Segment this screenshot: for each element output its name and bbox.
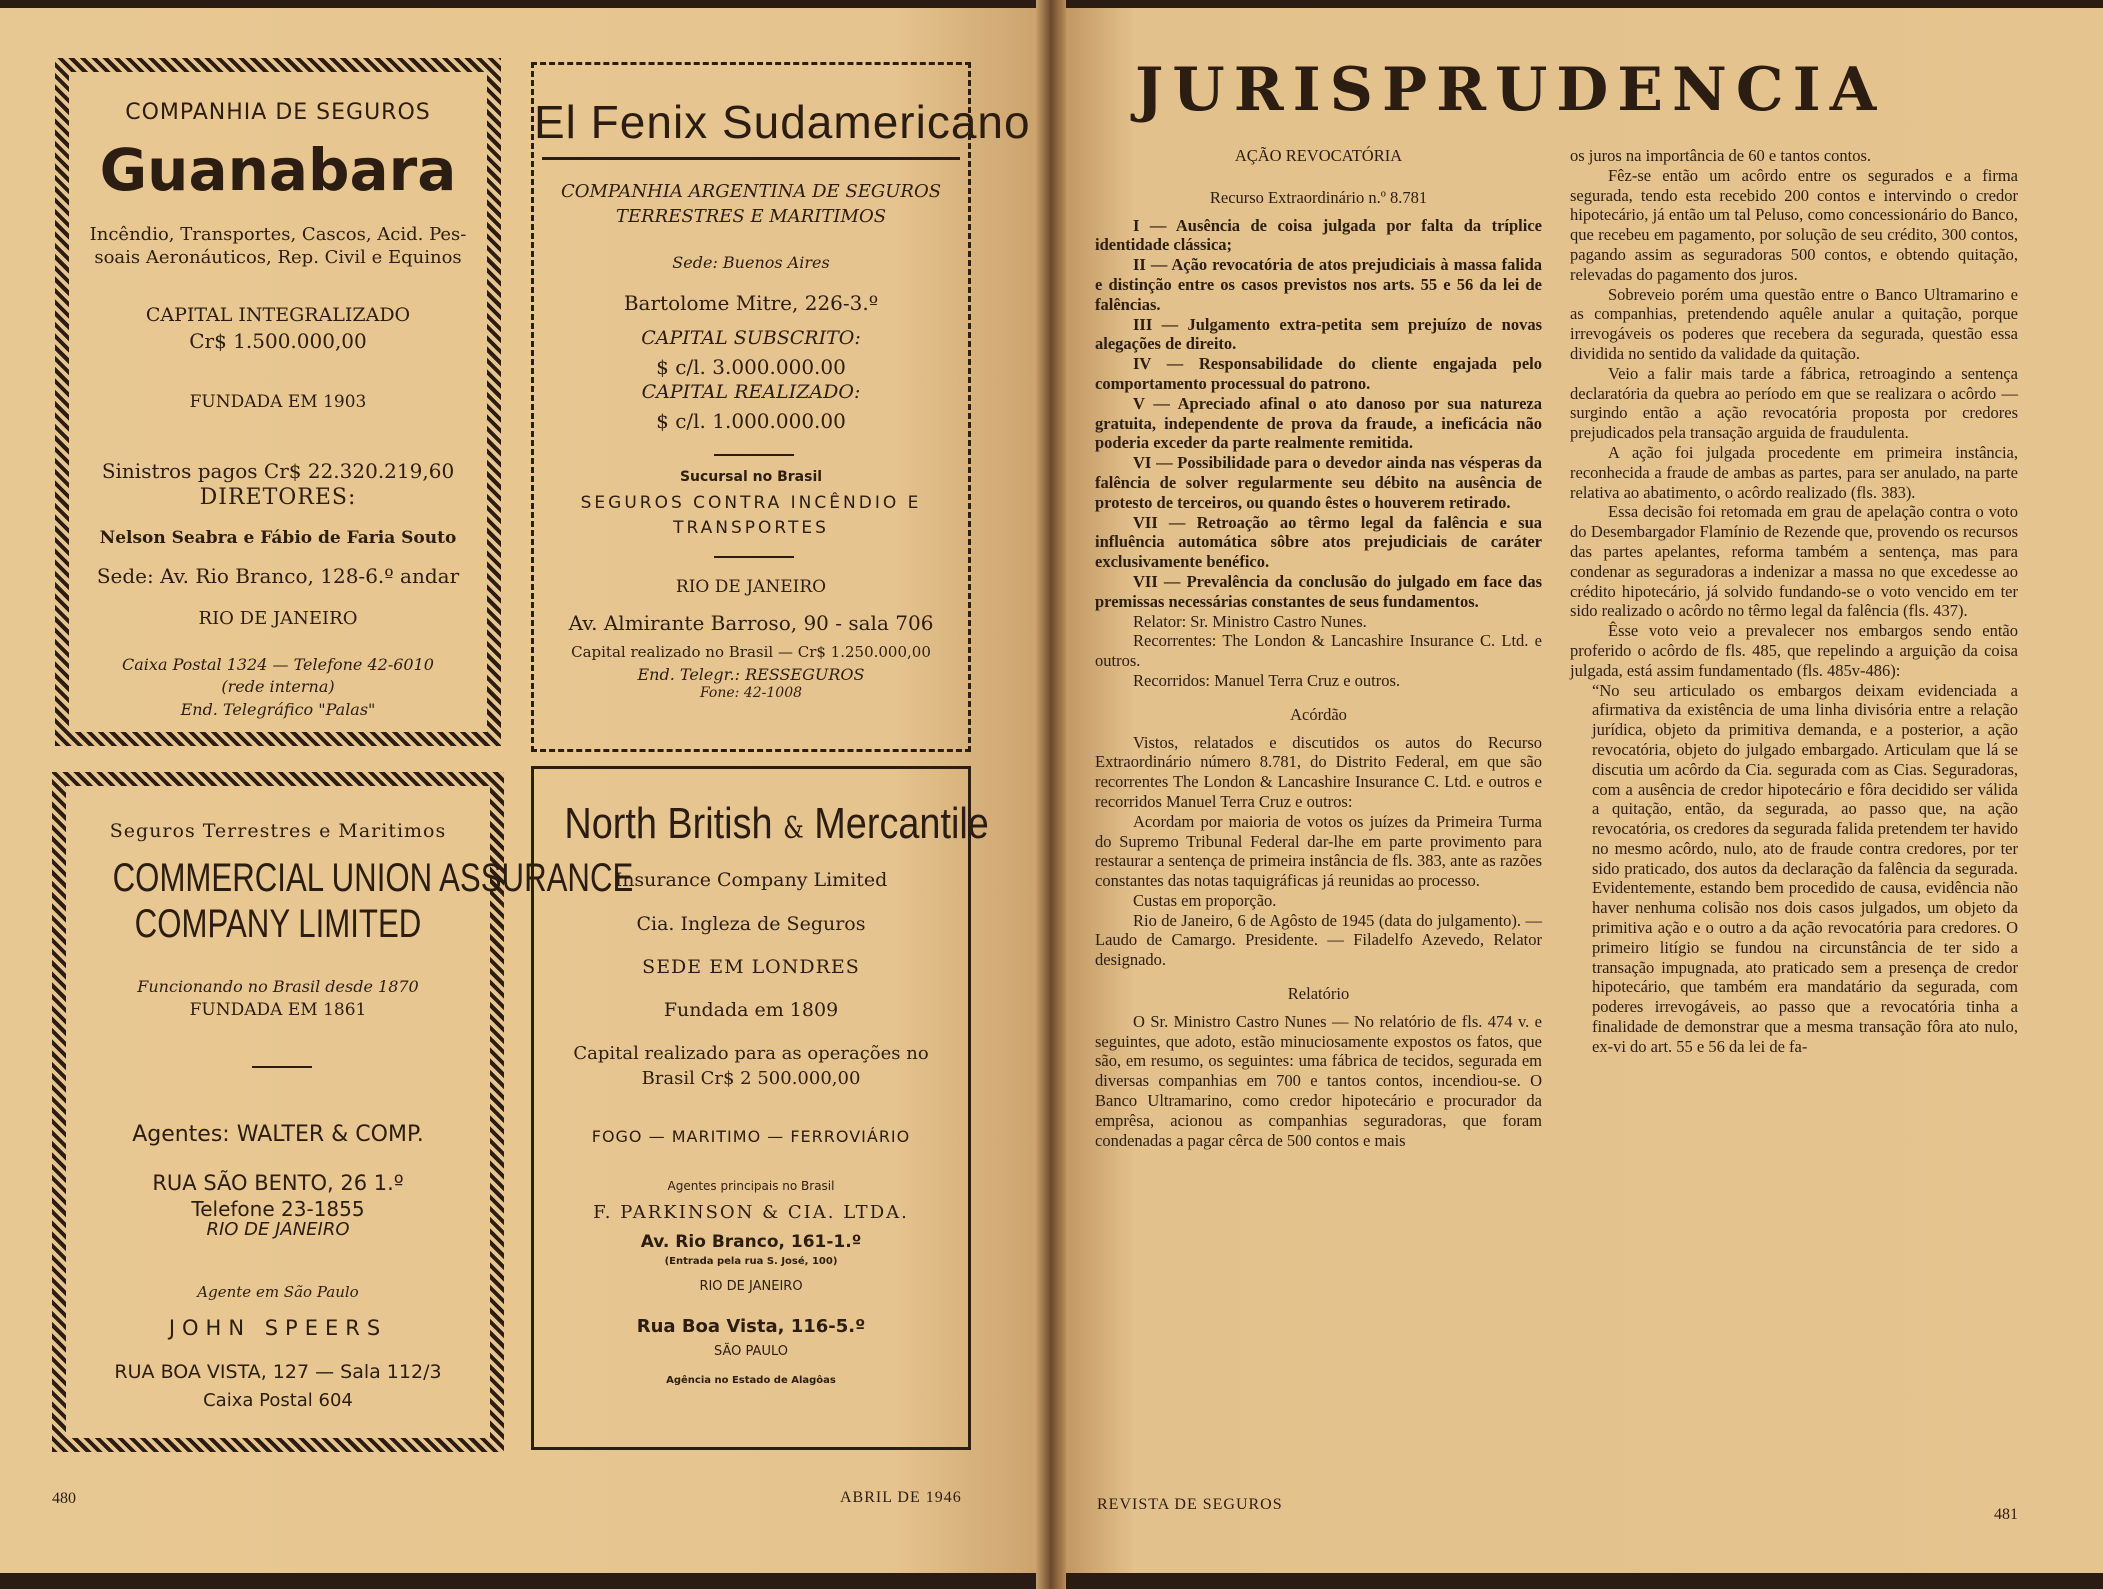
section-heading: Acórdão [1290,704,1347,724]
cu-sp-box: Caixa Postal 604 [203,1390,353,1411]
cu-founded: FUNDADA EM 1861 [189,1000,367,1020]
paragraph: Recorrentes: The London & Lancashire Insurance C. Ltd. e outros. [1095,631,1542,671]
paragraph: Fêz-se então um acôrdo entre os segurados e a firma segurada, tendo esta recebido 200 contos e intervindo o credor hipotecário, já então um tal Peluso, como concessionário do Banco, que recebeu em pagamento, por solução de seu crédito, 300 contos, pagando assim as seguradoras 500 contos, e obtendo quitação, relevadas do pagamento dos juros. [1570,165,2018,284]
paragraph: Êsse voto veio a prevalecer nos embargos sendo então proferido o acôrdo de fls. 485, que repelindo a arguição da coisa julgada, está assim fundamentado (fls. 485v-486): [1570,621,2018,680]
guanabara-directors-label: DIRETORES: [199,485,357,510]
cu-top: Seguros Terrestres e Maritimos [109,820,447,842]
cu-since: Funcionando no Brasil desde 1870 [137,977,419,996]
fenix-telegraph: End. Telegr.: RESSEGUROS [637,665,865,684]
paragraph: V — Apreciado afinal o ato danoso por sua natureza gratuita, independente de prova da fraude, a ineficácia não poderia exceder da parte realmente remitida. [1095,393,1542,453]
spacer [1095,970,1542,984]
fenix-address: Bartolome Mitre, 226-3.º [623,291,879,315]
fenix-subtitle-2: TERRESTRES E MARITIMOS [615,206,887,227]
nb-sp-city: SÃO PAULO [714,1344,788,1359]
guanabara-claims: Sinistros pagos Cr$ 22.320.219,60 [101,459,455,483]
paragraph: Relator: Sr. Ministro Castro Nunes. [1133,611,1367,631]
fenix-name: El Fenix Sudamericano [534,96,1031,148]
guanabara-founded: FUNDADA EM 1903 [189,392,367,412]
cu-name-1: COMMERCIAL UNION ASSURANCE [112,856,634,900]
paragraph: O Sr. Ministro Castro Nunes — No relatório de fls. 474 v. e seguintes, que adoto, estão minuciosamente expostos os fatos, que são, em resumo, os seguintes: uma fábrica de tecidos, segurada em diversas companhias em 700 e tantos contos, incendiou-se. O Banco Ultramarino, como credor hipotecário e procurador da emprêsa, acionou as companhias seguradoras, que foram condenadas a pagar cêrca de 500 contos e mais [1095,1011,1542,1150]
guanabara-phone: Caixa Postal 1324 — Telefone 42-6010 [122,655,434,674]
nb-alagoas: Agência no Estado de Alagôas [666,1375,836,1386]
paragraph: Sobreveio porém uma questão entre o Banco Ultramarino e as companhias, pretendendo aquêle anular a quitação, porque irrevogáveis os poderes que recebera da segurada, questão essa dividida no sentido da validade da quitação. [1570,284,2018,363]
nb-agents: F. PARKINSON & CIA. LTDA. [593,1202,909,1223]
fenix-divider-2 [714,556,794,558]
nb-name-2: Mercantile [814,799,989,848]
fenix-realized-label: CAPITAL REALIZADO: [641,381,861,403]
cu-sp-street: RUA BOA VISTA, 127 — Sala 112/3 [114,1361,442,1383]
fenix-subscribed-value: $ c/l. 3.000.000.00 [656,355,846,379]
nb-rio-city: RIO DE JANEIRO [699,1279,803,1294]
guanabara-line-2: soais Aeronáuticos, Rep. Civil e Equinos [94,247,462,268]
guanabara-directors: Nelson Seabra e Fábio de Faria Souto [99,528,457,548]
cu-sp-name: JOHN SPEERS [168,1316,388,1340]
guanabara-telegraph: End. Telegráfico "Palas" [180,700,376,719]
paragraph: IV — Responsabilidade do cliente engajada pelo comportamento processual do patrono. [1095,354,1542,393]
paragraph: “No seu articulado os embargos deixam evidenciada a afirmativa da existência de uma linha divisória entre a relação jurídica, objeto da primitiva demanda, e a posterior, a ação revocatória, objeto do julgado embargado. Articulam que lá se discutia um acôrdo da Cia. segurada com as Cias. Seguradoras, com a ausência de credor hipotecário e fôra decidido ser válida a quitação, então, da segurada, ao passo que, na ação revocatória, os credores da segurada falida pretendem ter havido no mesmo acôrdo, nulo, ato de fraude contra credores, por ter sido praticado, dos autos da declaração da falência da segurada. Evidentemente, estando bem procedido de causa, evidência não haver nenhuma colisão nos dois casos julgados, um objeto da primitiva ação e o outro a da ação revocatória para credores. O primeiro litígio se fundou na circunstância de ter sido a transação impugnada, ato praticado sem a presença de credor hipotecário, que também era mandatário da segurada, com poderes irrevogáveis, ao passo que a revocatória tinha a finalidade de demonstrar que a mesma transação fôra ato nulo, ex-vi do art. 55 e 56 da lei de fa- [1592,680,2018,1056]
fenix-insurance-1: SEGUROS CONTRA INCÊNDIO E [580,493,922,513]
paragraph: Vistos, relatados e discutidos os autos do Recurso Extraordinário número 8.781, do Distrito Federal, em que são recorrentes The London & Lancashire Insurance C. Ltd. e outros e recorridos Manuel Terra Cruz e outros: [1095,732,1542,811]
section-heading: Recurso Extraordinário n.º 8.781 [1209,187,1428,207]
nb-founded: Fundada em 1809 [663,999,839,1021]
section-heading: AÇÃO REVOCATÓRIA [1234,146,1403,165]
nb-capital-2: Brasil Cr$ 2 500.000,00 [641,1068,861,1089]
nb-name [564,799,989,849]
paragraph: Essa decisão foi retomada em grau de apelação contra o voto do Desembargador Flamínio de Rezende que, provendo os recursos das partes apelantes, reforma também a sentença, mas para condenar as seguradoras a indenizar a massa no que excedesse ao crédito hipotecário, já solvido fundando-se o voto vencido em ter sido realizado o acôrdo no têrmo legal da falência (fls. 437). [1570,502,2018,621]
paragraph: III — Julgamento extra-petita sem prejuízo de novas alegações de direito. [1095,314,1542,354]
fenix-realized-value: $ c/l. 1.000.000.00 [656,409,846,433]
fenix-branch-address: Av. Almirante Barroso, 90 - sala 706 [568,611,934,635]
nb-agents-label: Agentes principais no Brasil [667,1179,835,1193]
paragraph: Custas em proporção. [1133,890,1277,910]
cu-city: RIO DE JANEIRO [206,1219,350,1240]
guanabara-seat: Sede: Av. Rio Branco, 128-6.º andar [96,564,460,588]
guanabara-company: COMPANHIA DE SEGUROS [125,100,431,125]
nb-capital-1: Capital realizado para as operações no [573,1043,929,1064]
ad-north-british [531,766,989,1450]
fenix-insurance-2: TRANSPORTES [673,518,829,538]
fenix-brazil-capital: Capital realizado no Brasil — Cr$ 1.250.000,00 [571,643,931,661]
paragraph: I — Ausência de coisa julgada por falta da tríplice identidade clássica; [1095,215,1542,255]
paragraph: Recorridos: Manuel Terra Cruz e outros. [1133,670,1401,690]
book-gutter [1036,0,1066,1589]
fenix-subscribed-label: CAPITAL SUBSCRITO: [641,327,861,349]
journal-name: REVISTA DE SEGUROS [1097,1496,1283,1513]
spacer [1095,725,1542,733]
cu-divider [252,1066,312,1068]
left-page-date: ABRIL DE 1946 [840,1489,962,1506]
fenix-divider [714,454,794,456]
nb-name-1: North British [564,799,773,848]
spacer [1095,166,1542,174]
right-page-number: 481 [1994,1506,2018,1523]
article-column-1 [1095,146,1542,1150]
fenix-city: RIO DE JANEIRO [675,577,827,597]
cu-phone: Telefone 23-1855 [191,1197,365,1221]
nb-rio-street: Av. Rio Branco, 161-1.º [640,1232,862,1252]
fenix-seat: Sede: Buenos Aires [672,253,830,272]
cu-agents: Agentes: WALTER & COMP. [132,1122,424,1147]
paragraph: II — Ação revocatória de atos prejudiciais à massa falida e distinção entre os casos previstos nos arts. 55 e 56 da lei de falências. [1095,255,1542,314]
spacer [1095,691,1542,705]
paragraph: VI — Possibilidade para o devedor ainda nas vésperas da falência de solver regularmente seu débito na ausência de protesto de terceiros, ou quando êstes o houverem retirado. [1095,453,1542,512]
spacer [1095,1004,1542,1012]
guanabara-name: Guanabara [99,136,457,204]
left-page-number: 480 [52,1490,76,1507]
nb-seat: SEDE EM LONDRES [642,956,860,978]
paragraph: os juros na importância de 60 e tantos contos. [1570,146,1872,165]
ad-commercial-union [52,772,634,1452]
paragraph: A ação foi julgada procedente em primeira instância, reconhecida a fraude de ambas as partes, para ser anulado, na parte relativa ao abatimento, o acôrdo realizado (fls. 383). [1570,442,2018,502]
fenix-phone: Fone: 42-1008 [699,685,803,701]
fenix-subtitle-1: COMPANHIA ARGENTINA DE SEGUROS [560,181,942,202]
nb-lines: FOGO — MARITIMO — FERROVIÁRIO [591,1127,911,1146]
page-title: JURISPRUDENCIA [1135,55,1886,125]
guanabara-capital-value: Cr$ 1.500.000,00 [189,329,367,353]
paragraph: Acordam por maioria de votos os juízes da Primeira Turma do Supremo Tribunal Federal dar-lhe em parte provimento para restaurar a sentença de primeira instância de fls. 383, ante as razões constantes das notas taquigráficas já reunidas ao processo. [1095,811,1542,891]
spacer [1095,174,1542,188]
guanabara-capital-label: CAPITAL INTEGRALIZADO [145,304,411,326]
cu-sp-agent: Agente em São Paulo [197,1283,359,1301]
fenix-title-rule [542,157,960,160]
nb-sp-street: Rua Boa Vista, 116-5.º [636,1316,866,1337]
paragraph: VII — Retroação ao têrmo legal da falência e sua influência automática sôbre atos prejudiciais de caráter exclusivamente benéfico. [1095,512,1542,572]
spacer [1095,208,1542,216]
ad-el-fenix [531,62,1031,752]
cu-street: RUA SÃO BENTO, 26 1.º [152,1171,404,1195]
nb-name-amp: & [783,811,804,846]
section-heading: Relatório [1287,984,1350,1004]
paragraph: VII — Prevalência da conclusão do julgado em face das premissas necessárias constantes de seus fundamentos. [1095,571,1542,611]
nb-cia: Cia. Ingleza de Seguros [636,913,866,935]
nb-sub: Insurance Company Limited [614,869,888,891]
article-column-2 [1570,146,2018,1057]
paragraph: Rio de Janeiro, 6 de Agôsto de 1945 (data do julgamento). — Laudo de Camargo. Presidente. — Filadelfo Azevedo, Relator designado. [1095,910,1542,970]
guanabara-phone-note: (rede interna) [221,677,335,696]
ad-guanabara [55,58,501,746]
fenix-branch: Sucursal no Brasil [679,469,823,485]
nb-rio-note: (Entrada pela rua S. José, 100) [664,1256,838,1267]
guanabara-line-1: Incêndio, Transportes, Cascos, Acid. Pes- [89,224,467,245]
paragraph: Veio a falir mais tarde a fábrica, retroagindo a sentença declaratória da quebra ao período em que se realizara o acôrdo — surgindo então a ação revocatória proposta por credores prejudicados pela transação arguida de fraudulenta. [1570,363,2018,443]
guanabara-city: RIO DE JANEIRO [198,608,358,629]
cu-name-2: COMPANY LIMITED [134,902,422,946]
